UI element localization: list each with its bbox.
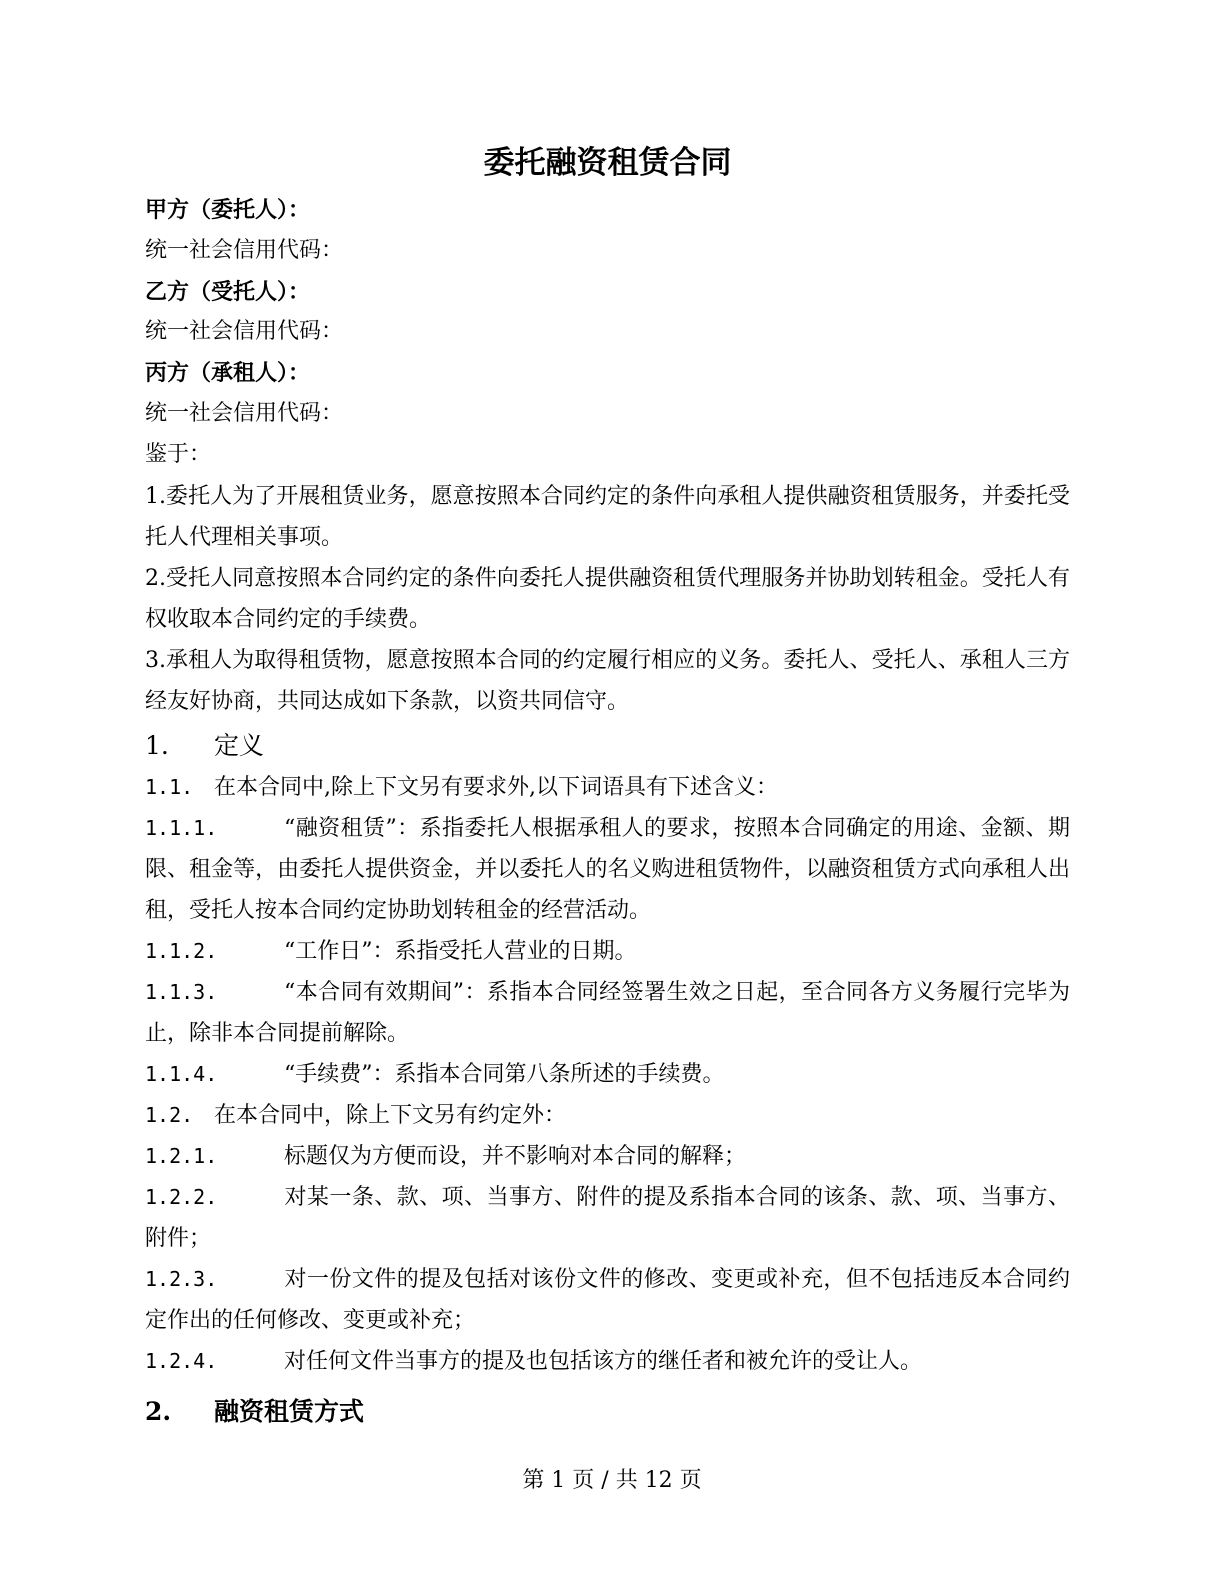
clause-text: “本合同有效期间”：系指本合同经签署生效之日起，至合同各方义务履行完毕为止，除非本合同提前解除。 <box>145 979 1070 1046</box>
clause-text: 对某一条、款、项、当事方、附件的提及系指本合同的该条、款、项、当事方、附件； <box>145 1184 1070 1251</box>
clause-number: 1.2. <box>145 1102 194 1127</box>
clause-text: “融资租赁”：系指委托人根据承租人的要求，按照本合同确定的用途、金额、期限、租金等，由委托人提供资金，并以委托人的名义购进租赁物件，以融资租赁方式向承租人出租，受托人按本合同约定协助划转租金的经营活动。 <box>145 815 1070 923</box>
clause-number: 1.1.3. <box>145 979 218 1004</box>
clause-number: 1.1. <box>145 774 194 799</box>
party-c-label: 丙方（承租人）： <box>145 360 311 387</box>
clause-text: “工作日”：系指受托人营业的日期。 <box>284 938 637 964</box>
party-b-credit-code: 统一社会信用代码： <box>145 319 344 345</box>
clause-1-2-3 <box>145 1259 1070 1341</box>
clause-number: 1.2.4. <box>145 1348 218 1373</box>
party-a-label: 甲方（委托人）： <box>145 197 311 223</box>
clause-1-1-2 <box>145 931 1070 972</box>
clause-1-2 <box>145 1095 1070 1136</box>
clause-number: 1.2.1. <box>145 1143 218 1168</box>
clause-1-1-3 <box>145 972 1070 1054</box>
clause-1-2-1 <box>145 1136 1070 1177</box>
party-b-label: 乙方（受托人）： <box>145 278 311 305</box>
section-2-title: 融资租赁方式 <box>214 1396 365 1426</box>
recital-1: 1.委托人为了开展租赁业务，愿意按照本合同约定的条件向承租人提供融资租赁服务，并委托受托人代理相关事项。 <box>145 483 1070 550</box>
section-1-heading <box>145 724 1070 767</box>
clause-1-1-1 <box>145 808 1070 931</box>
clause-text: “手续费”：系指本合同第八条所述的手续费。 <box>284 1061 725 1087</box>
clause-text: 对一份文件的提及包括对该份文件的修改、变更或补充，但不包括违反本合同约定作出的任何修改、变更或补充； <box>145 1266 1070 1333</box>
section-1-number: 1. <box>145 730 169 760</box>
clause-text: 在本合同中，除上下文另有约定外： <box>214 1102 567 1128</box>
section-1-title: 定义 <box>214 730 265 760</box>
clause-1-1 <box>145 767 1070 808</box>
whereas-label: 鉴于： <box>145 441 212 467</box>
clause-number: 1.1.2. <box>145 938 218 963</box>
clause-1-1-4 <box>145 1054 1070 1095</box>
party-c-credit-code: 统一社会信用代码： <box>145 400 344 426</box>
recital-3: 3.承租人为取得租赁物，愿意按照本合同的约定履行相应的义务。委托人、受托人、承租人三方经友好协商，共同达成如下条款，以资共同信守。 <box>145 647 1070 714</box>
clause-1-2-4 <box>145 1341 1070 1382</box>
page-footer: 第 1 页 / 共 12 页 <box>522 1468 702 1493</box>
clause-text: 在本合同中,除上下文另有要求外,以下词语具有下述含义： <box>214 774 778 800</box>
clause-text: 标题仅为方便而设，并不影响对本合同的解释； <box>284 1143 747 1169</box>
clause-number: 1.1.4. <box>145 1061 218 1086</box>
recital-2: 2.受托人同意按照本合同约定的条件向委托人提供融资租赁代理服务并协助划转租金。受托人有权收取本合同约定的手续费。 <box>145 565 1070 632</box>
document-title: 委托融资租赁合同 <box>483 145 732 181</box>
clause-number: 1.2.2. <box>145 1184 218 1209</box>
clause-1-2-2 <box>145 1177 1070 1259</box>
clause-number: 1.1.1. <box>145 815 218 840</box>
section-2-heading <box>145 1390 1070 1433</box>
document-page <box>145 140 1070 1433</box>
party-a-credit-code: 统一社会信用代码： <box>145 237 344 263</box>
clause-text: 对任何文件当事方的提及也包括该方的继任者和被允许的受让人。 <box>284 1348 923 1374</box>
clause-number: 1.2.3. <box>145 1266 218 1291</box>
section-2-number: 2. <box>145 1396 172 1426</box>
